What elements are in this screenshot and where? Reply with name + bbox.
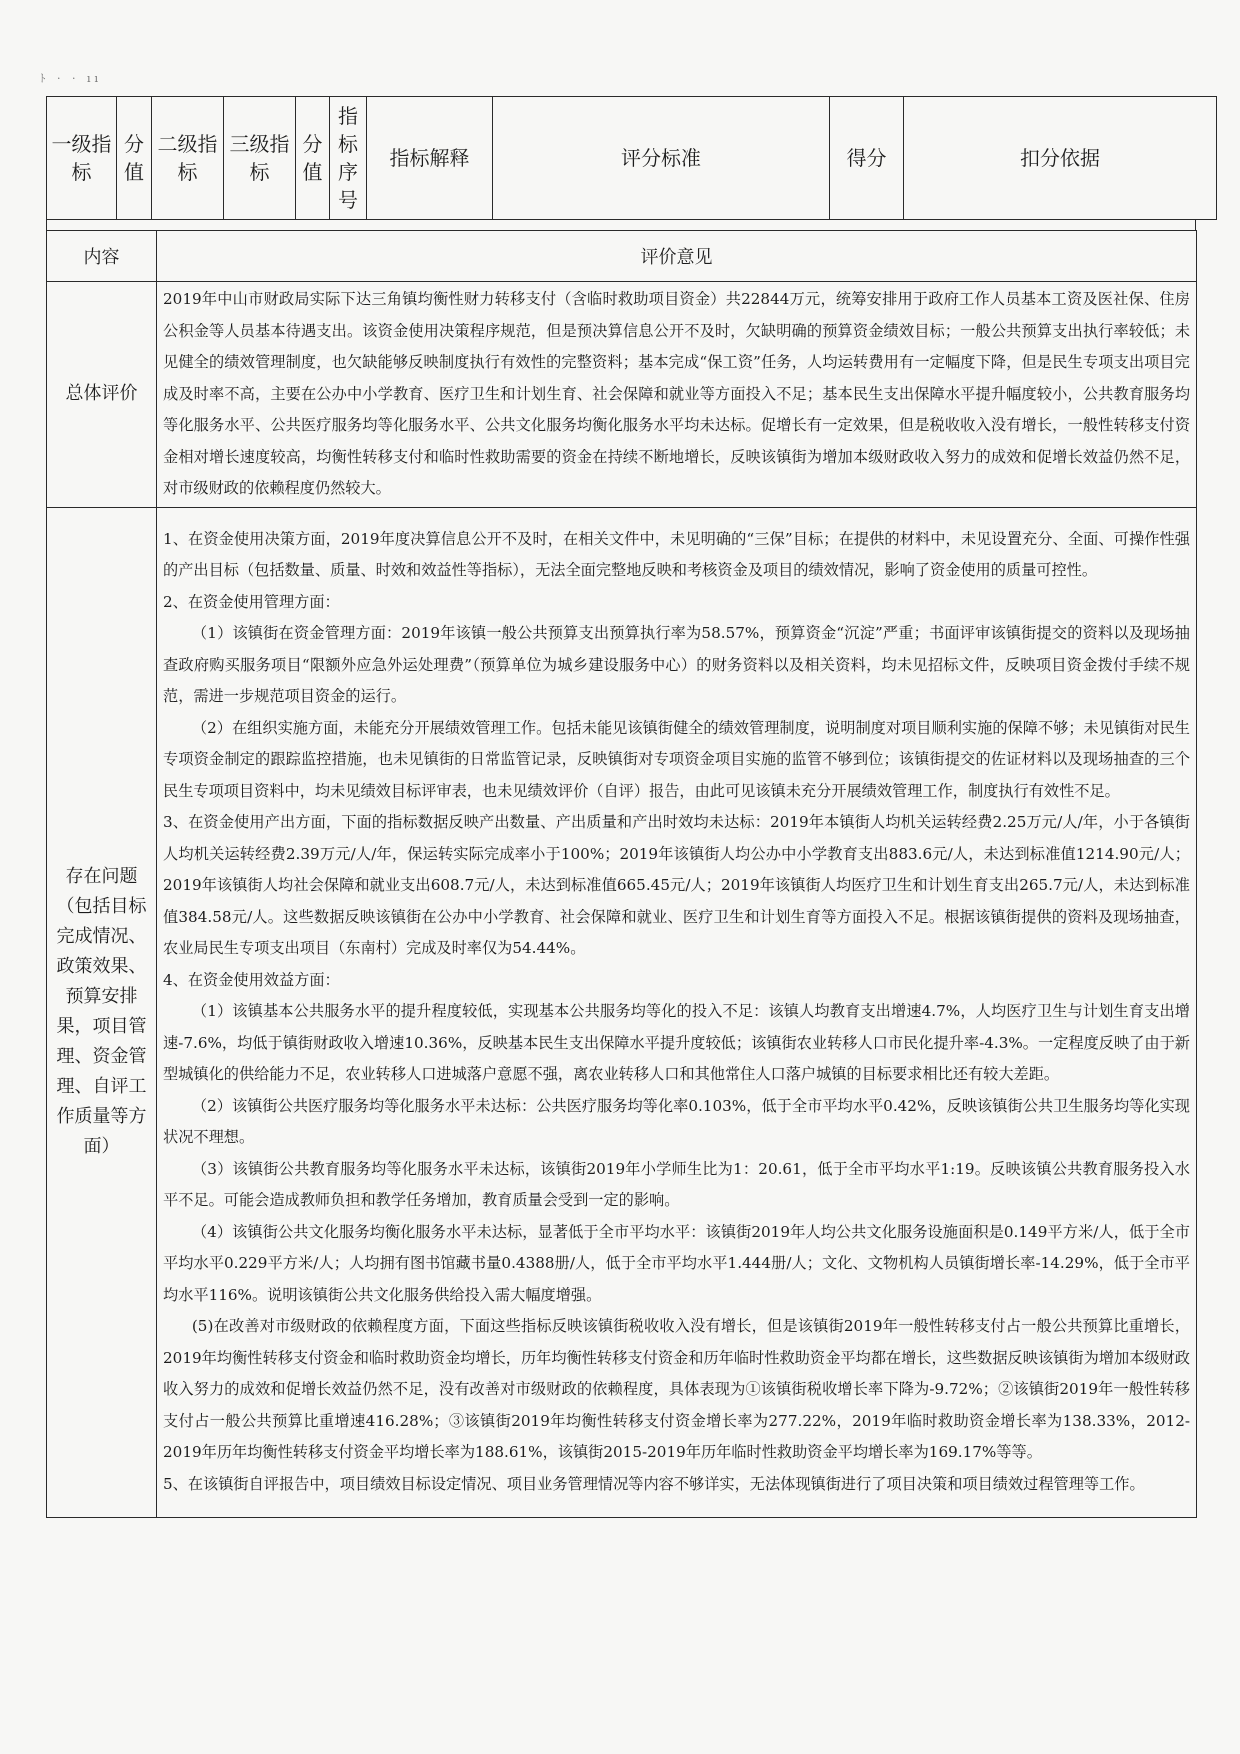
issue-paragraph: 5、在该镇街自评报告中，项目绩效目标设定情况、项目业务管理情况等内容不够详实，无法体现镇街进行了项目决策和项目绩效过程管理等工作。 [163, 1474, 1145, 1493]
issue-paragraph: （2）该镇街公共医疗服务均等化服务水平未达标：公共医疗服务均等化率0.103%，低于全市平均水平0.42%，反映该镇街公共卫生服务均等化实现状况不理想。 [163, 1096, 1190, 1147]
page-corner-mark: ﾄ · · ıı [40, 72, 103, 85]
issue-paragraph: 1、在资金使用决策方面，2019年度决算信息公开不及时，在相关文件中，未见明确的“三保”目标；在提供的材料中，未见设置充分、全面、可操作性强的产出目标（包括数量、质量、时效和效益性等指标），无法全面完整地反映和考核资金及项目的绩效情况，影响了资金使用的质量可控性。 [163, 529, 1190, 580]
overall-row [47, 282, 1197, 508]
col-score-1: 分值 [117, 97, 152, 220]
overall-label: 总体评价 [47, 282, 157, 508]
issues-text [157, 507, 1197, 1517]
overall-text [157, 282, 1197, 508]
evaluation-table [46, 230, 1197, 1518]
issue-paragraph: （4）该镇街公共文化服务均衡化服务水平未达标，显著低于全市平均水平：该镇街2019年人均公共文化服务设施面积是0.149平方米/人，低于全市平均水平0.229平方米/人；人均拥有图书馆藏书量0.4388册/人，低于全市平均水平1.444册/人；文化、文物机构人员镇街增长率-14.29%，低于全市平均水平116%。说明该镇街公共文化服务供给投入需大幅度增强。 [163, 1222, 1190, 1304]
issue-paragraph: 3、在资金使用产出方面，下面的指标数据反映产出数量、产出质量和产出时效均未达标：2019年本镇街人均机关运转经费2.25万元/人/年，小于各镇街人均机关运转经费2.39万元/人/年，保运转实际完成率小于100%；2019年该镇街人均公办中小学教育支出883.6元/人，未达到标准值1214.90元/人；2019年该镇街人均社会保障和就业支出608.7元/人，未达到标准值665.45元/人；2019年该镇街人均医疗卫生和计划生育支出265.7元/人，未达到标准值384.58元/人。这些数据反映该镇街在公办中小学教育、社会保障和就业、医疗卫生和计划生育等方面投入不足。根据该镇街提供的资料及现场抽查，农业局民生专项支出项目（东南村）完成及时率仅为54.44%。 [163, 813, 1190, 958]
issue-paragraph: （1）该镇基本公共服务水平的提升程度较低，实现基本公共服务均等化的投入不足：该镇人均教育支出增速4.7%，人均医疗卫生与计划生育支出增速-7.6%，均低于镇街财政收入增速10.36%，反映基本民生支出保障水平提升度较低；该镇街农业转移人口市民化提升率-4.3%。一定程度反映了由于新型城镇化的供给能力不足，农业转移人口进城落户意愿不强，离农业转移人口和其他常住人口落户城镇的目标要求相比还有较大差距。 [163, 1002, 1190, 1084]
table-gap [46, 220, 1196, 230]
col-deduction-basis: 扣分依据 [904, 97, 1217, 220]
issue-paragraph: 2、在资金使用管理方面： [163, 592, 340, 611]
col-score-2: 分值 [296, 97, 330, 220]
issue-paragraph: （3）该镇街公共教育服务均等化服务水平未达标，该镇街2019年小学师生比为1：20.61，低于全市平均水平1:19。反映该镇公共教育服务投入水平不足。可能会造成教师负担和教学任务增加，教育质量会受到一定的影响。 [163, 1159, 1190, 1210]
header-row [47, 97, 1217, 220]
col-score-obtained: 得分 [830, 97, 904, 220]
issue-paragraph: （2）在组织实施方面，未能充分开展绩效管理工作。包括未能见该镇街健全的绩效管理制度，说明制度对项目顺利实施的保障不够；未见镇街对民生专项资金制定的跟踪监控措施，也未见镇街的日常监管记录，反映镇街对专项资金项目实施的监管不够到位；该镇街提交的佐证材料以及现场抽查的三个民生专项项目资料中，均未见绩效目标评审表，也未见绩效评价（自评）报告，由此可见该镇未充分开展绩效管理工作，制度执行有效性不足。 [163, 718, 1190, 800]
issue-paragraph: (5)在改善对市级财政的依赖程度方面，下面这些指标反映该镇街税收收入没有增长，但是该镇街2019年一般性转移支付占一般公共预算比重增长，2019年均衡性转移支付资金和临时救助资金均增长，历年均衡性转移支付资金和历年临时性救助资金平均都在增长，这些数据反映该镇街为增加本级财政收入努力的成效和促增长效益仍然不足，没有改善对市级财政的依赖程度，具体表现为①该镇街税收增长率下降为-9.72%；②该镇街2019年一般性转移支付占一般公共预算比重增速416.28%；③该镇街2019年均衡性转移支付资金增长率为277.22%，2019年临时救助资金增长率为138.33%，2012-2019年历年均衡性转移支付资金平均增长率为188.61%，该镇街2015-2019年历年临时性救助资金平均增长率为169.17%等等。 [163, 1317, 1190, 1462]
col-level3-indicator: 三级指标 [224, 97, 296, 220]
col-level1-indicator: 一级指标 [47, 97, 117, 220]
col-scoring-criteria: 评分标准 [493, 97, 830, 220]
header-table [46, 96, 1217, 220]
issue-paragraph: （1）该镇街在资金管理方面：2019年该镇一般公共预算支出预算执行率为58.57%，预算资金“沉淀”严重；书面评审该镇街提交的资料以及现场抽查政府购买服务项目“限额外应急外运处理费”（预算单位为城乡建设服务中心）的财务资料以及相关资料，均未见招标文件，反映项目资金拨付手续不规范，需进一步规范项目资金的运行。 [163, 624, 1190, 706]
issues-label: 存在问题（包括目标完成情况、政策效果、预算安排果，项目管理、资金管理、自评工作质量等方面） [47, 507, 157, 1517]
col-indicator-number: 指标序号 [330, 97, 367, 220]
content-label: 内容 [47, 231, 157, 282]
overall-paragraph: 2019年中山市财政局实际下达三角镇均衡性财力转移支付（含临时救助项目资金）共22844万元，统筹安排用于政府工作人员基本工资及医社保、住房公积金等人员基本待遇支出。该资金使用决策程序规范，但是预决算信息公开不及时，欠缺明确的预算资金绩效目标；一般公共预算支出执行率较低；未见健全的绩效管理制度，也欠缺能够反映制度执行有效性的完整资料；基本完成“保工资”任务，人均运转费用有一定幅度下降，但是民生专项支出项目完成及时率不高，主要在公办中小学教育、医疗卫生和计划生育、社会保障和就业等方面投入不足；基本民生支出保障水平提升幅度较小，公共教育服务均等化服务水平、公共医疗服务均等化服务水平、公共文化服务均衡化服务水平均未达标。促增长有一定效果，但是税收收入没有增长，一般性转移支付资金相对增长速度较高，均衡性转移支付和临时性救助需要的资金在持续不断地增长，反映该镇街为增加本级财政收入努力的成效和促增长效益仍然不足，对市级财政的依赖程度仍然较大。 [163, 290, 1190, 497]
issue-paragraph: 4、在资金使用效益方面： [163, 970, 340, 989]
title-row [47, 231, 1197, 282]
issues-row [47, 507, 1197, 1517]
col-level2-indicator: 二级指标 [152, 97, 224, 220]
evaluation-sheet [46, 96, 1196, 1518]
opinion-label: 评价意见 [157, 231, 1197, 282]
col-indicator-explanation: 指标解释 [367, 97, 493, 220]
